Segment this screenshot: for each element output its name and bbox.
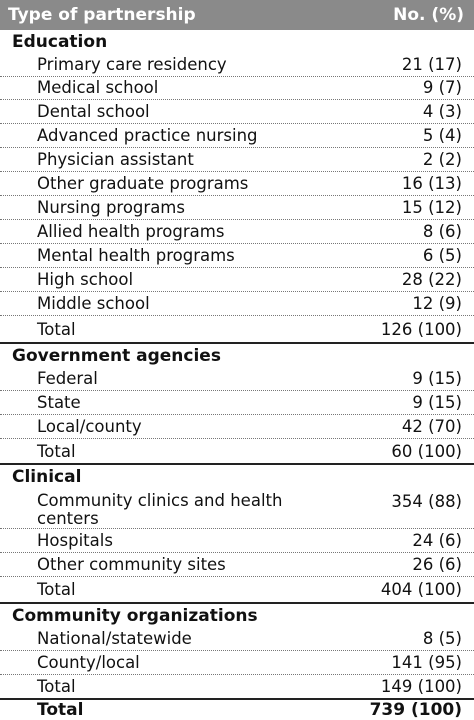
table-row	[0, 292, 474, 316]
row-value: 12 (9)	[412, 294, 462, 313]
section-title-clinical	[0, 463, 474, 488]
table-row	[0, 391, 474, 415]
row-value: 42 (70)	[401, 417, 462, 436]
row-value: 8 (5)	[422, 629, 462, 648]
total-value: 60 (100)	[391, 441, 462, 461]
header-type: Type of partnership	[8, 5, 196, 25]
row-label: Other community sites	[37, 554, 226, 574]
row-label: Other graduate programs	[37, 173, 249, 193]
table-row	[0, 220, 474, 244]
section-total-clinical	[0, 577, 474, 602]
section-title-text: Clinical	[12, 466, 82, 487]
row-value: 2 (2)	[422, 150, 462, 169]
row-label: County/local	[37, 652, 140, 672]
table-row	[0, 172, 474, 196]
table-row	[0, 415, 474, 439]
row-value: 21 (17)	[401, 55, 462, 74]
total-label: Total	[37, 319, 76, 339]
row-value: 15 (12)	[401, 198, 462, 217]
section-title-education	[0, 30, 474, 53]
table-header	[0, 0, 474, 30]
row-label: Advanced practice nursing	[37, 125, 258, 145]
row-value: 26 (6)	[412, 555, 462, 574]
section-total-education	[0, 316, 474, 342]
total-label: Total	[37, 441, 76, 461]
table-row	[0, 244, 474, 268]
total-label: Total	[37, 580, 76, 599]
row-label: Local/county	[37, 416, 142, 436]
row-value: 24 (6)	[412, 531, 462, 550]
section-total-community	[0, 675, 474, 698]
section-total-government	[0, 439, 474, 463]
row-value: 8 (6)	[422, 222, 462, 241]
row-value: 141 (95)	[391, 653, 462, 672]
table-row	[0, 268, 474, 292]
row-value: 6 (5)	[422, 246, 462, 265]
row-label: Middle school	[37, 293, 150, 313]
row-value: 16 (13)	[401, 174, 462, 193]
table-row	[0, 148, 474, 172]
table-row	[0, 367, 474, 391]
section-title-community	[0, 602, 474, 627]
table-row	[0, 488, 474, 529]
total-value: 149 (100)	[380, 677, 462, 696]
row-value: 4 (3)	[422, 102, 462, 121]
row-value: 9 (7)	[422, 78, 462, 97]
row-label: National/statewide	[37, 628, 192, 648]
row-label: Hospitals	[37, 530, 113, 550]
table-row	[0, 553, 474, 577]
row-label: Community clinics and health centers	[37, 491, 283, 528]
table-row	[0, 529, 474, 553]
total-value: 126 (100)	[380, 319, 462, 339]
grand-total-value: 739 (100)	[369, 700, 462, 720]
total-label: Total	[37, 677, 76, 696]
row-label: High school	[37, 269, 134, 289]
grand-total-row	[0, 698, 474, 720]
header-count: No. (%)	[393, 5, 464, 25]
row-label: Mental health programs	[37, 245, 235, 265]
section-title-text: Government agencies	[12, 345, 221, 366]
table-row	[0, 76, 474, 100]
table-row	[0, 53, 474, 77]
row-label: Federal	[37, 368, 98, 388]
table-row	[0, 627, 474, 651]
row-label: Primary care residency	[37, 54, 227, 74]
row-label: Dental school	[37, 101, 150, 121]
row-value: 28 (22)	[401, 270, 462, 289]
section-title-text: Community organizations	[12, 605, 258, 626]
table-row	[0, 100, 474, 124]
row-label: Allied health programs	[37, 221, 225, 241]
row-label: Medical school	[37, 77, 159, 97]
row-value: 9 (15)	[412, 369, 462, 388]
row-label: Physician assistant	[37, 149, 194, 169]
table-row	[0, 124, 474, 148]
row-label: Nursing programs	[37, 197, 185, 217]
table-row	[0, 196, 474, 220]
row-value: 5 (4)	[422, 126, 462, 145]
row-value: 9 (15)	[412, 393, 462, 412]
section-title-text: Education	[12, 31, 108, 52]
grand-total-label: Total	[37, 700, 84, 720]
total-value: 404 (100)	[380, 580, 462, 599]
row-value: 354 (88)	[391, 492, 462, 511]
table-row	[0, 651, 474, 675]
row-label: State	[37, 392, 81, 412]
section-title-government	[0, 342, 474, 367]
